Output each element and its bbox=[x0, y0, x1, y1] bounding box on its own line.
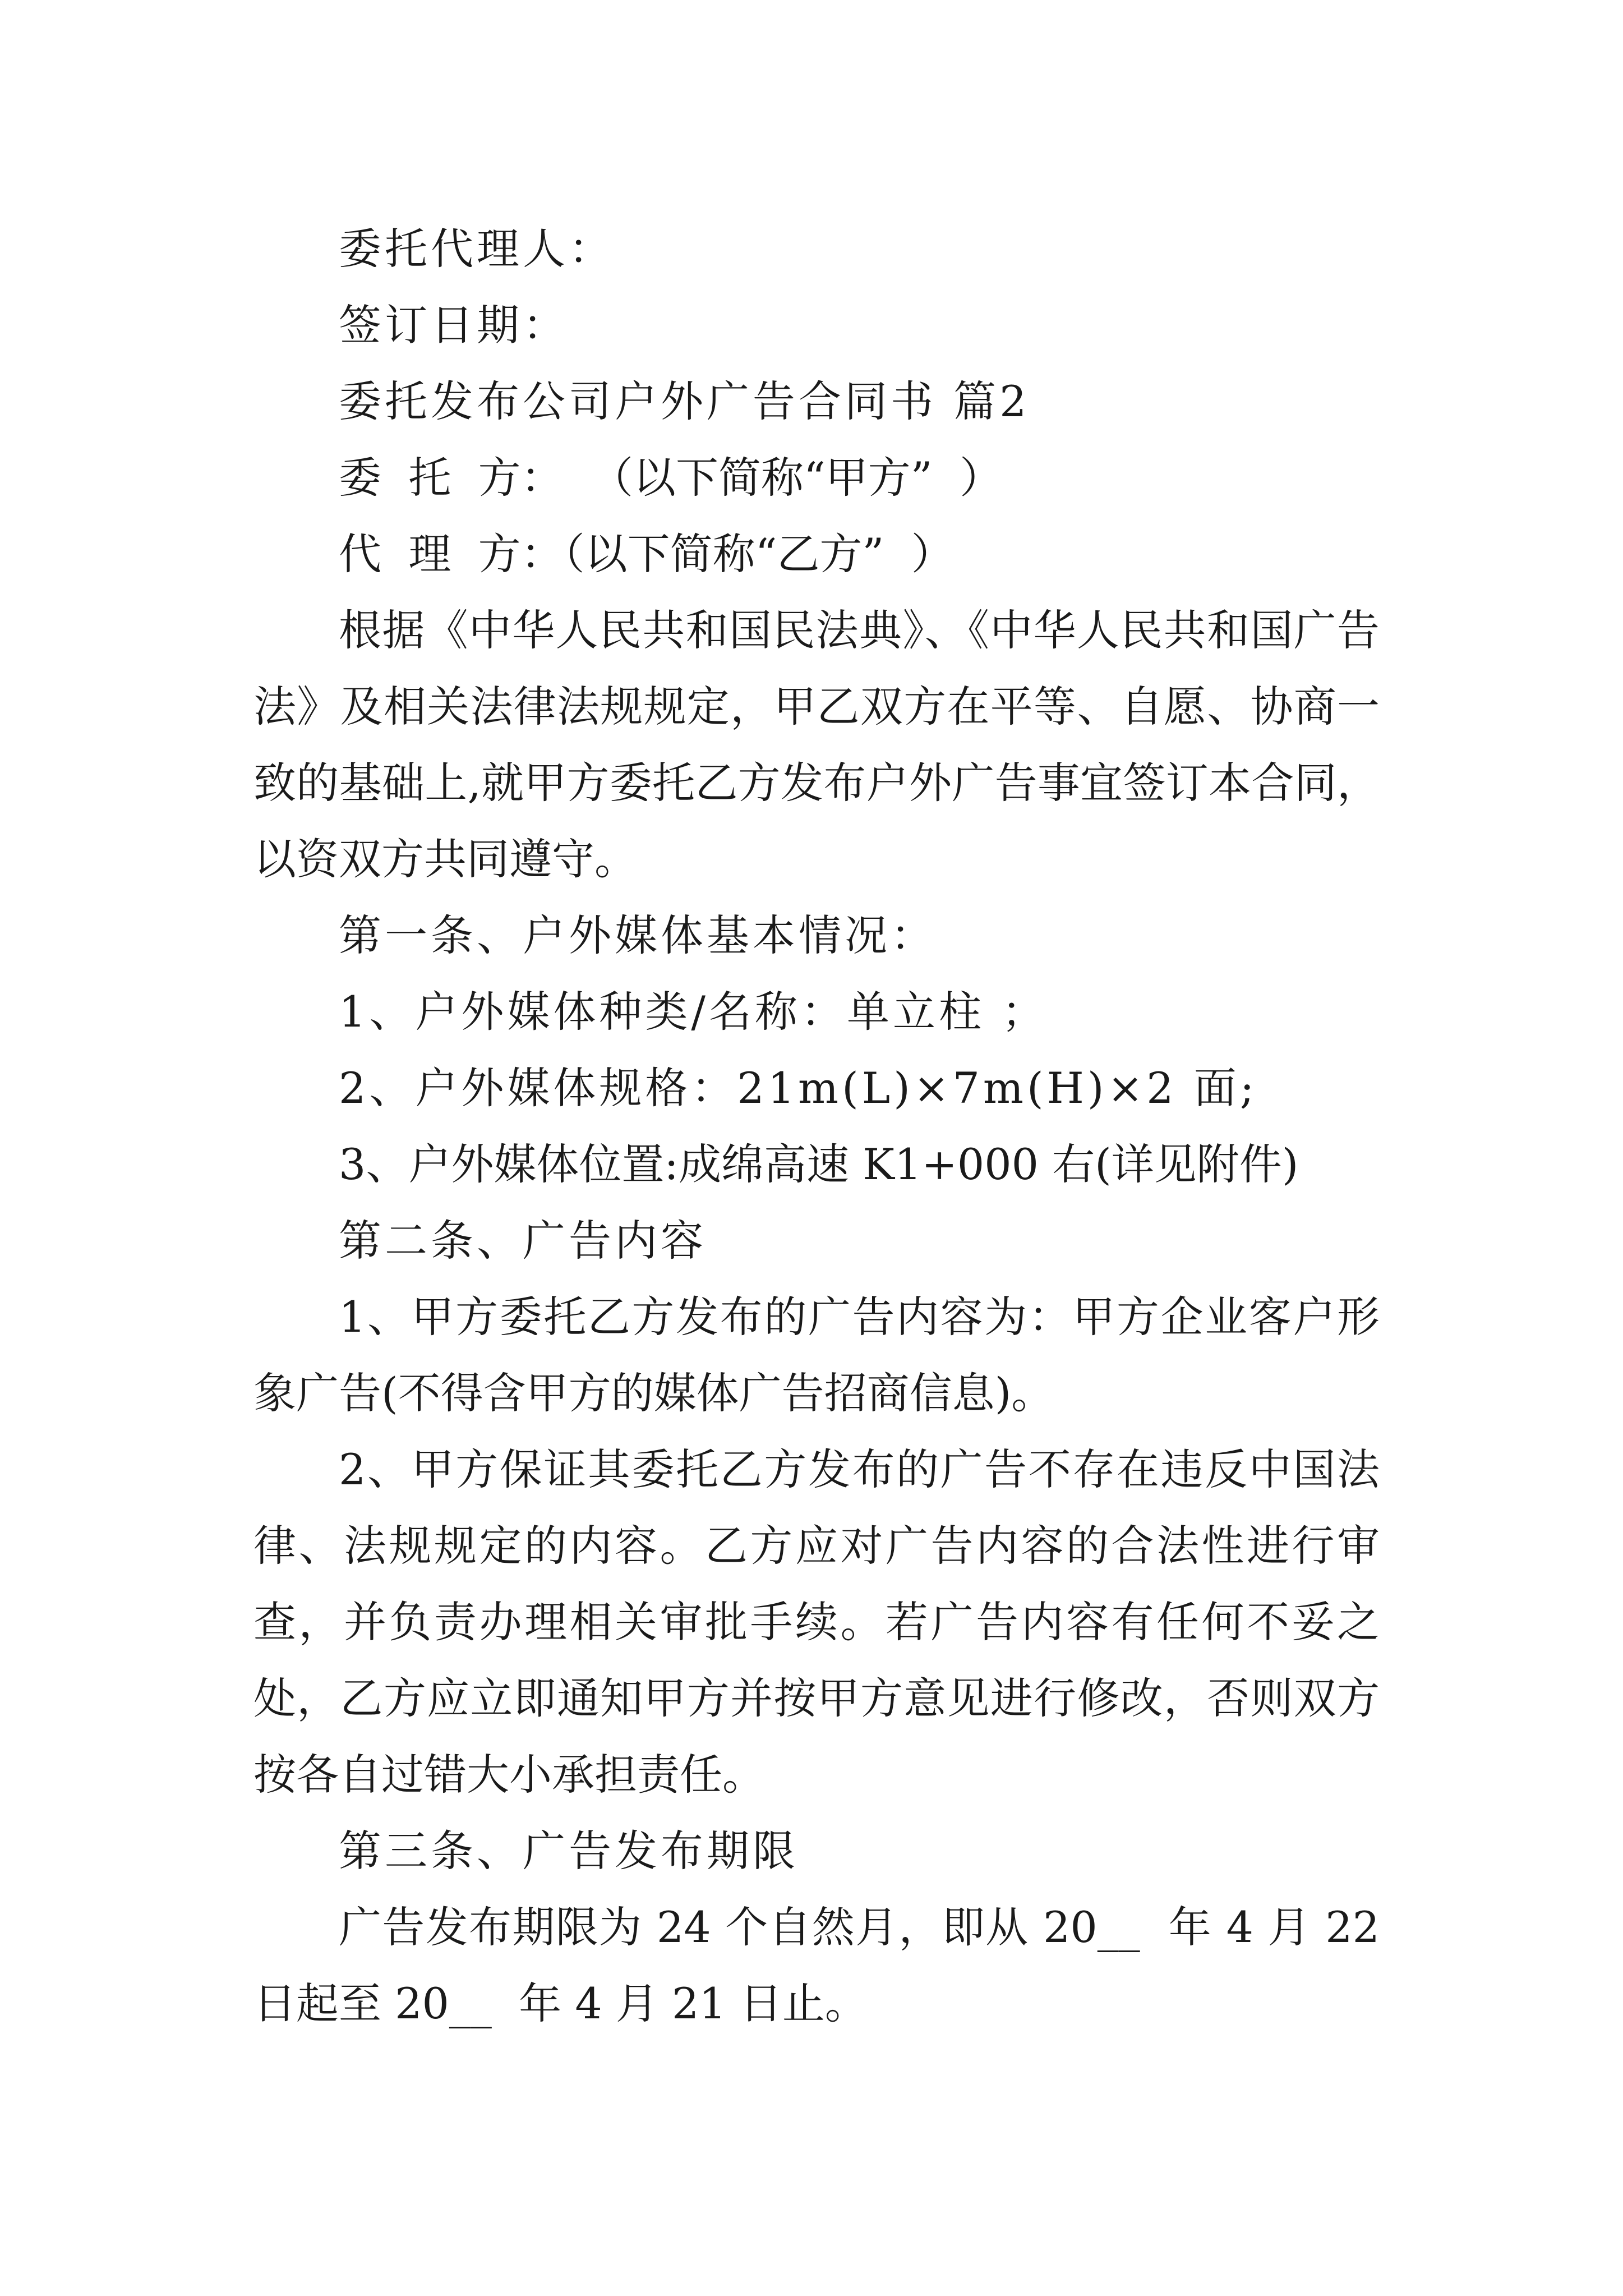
signing-date-line: 签订日期： bbox=[339, 300, 569, 350]
article-1-heading: 第一条、户外媒体基本情况： bbox=[339, 910, 937, 960]
article-1-item-1: 1、户外媒体种类/名称：单立柱 ； bbox=[339, 987, 1048, 1037]
article-2-paragraph-1: 1、甲方委托乙方发布的广告内容为：甲方企业客户形象广告(不得含甲方的媒体广告招商信息)。 bbox=[253, 1292, 1380, 1418]
article-3-paragraph: 广告发布期限为 24 个自然月，即从 20__ 年 4 月 22 日起至 20__ 年 4 月 21 日止。 bbox=[253, 1902, 1394, 2028]
document-body bbox=[253, 211, 1394, 2042]
article-1-item-2: 2、户外媒体规格：21m(L)×7m(H)×2 面; bbox=[339, 1063, 1258, 1113]
contract-title: 委托发布公司户外广告合同书 篇2 bbox=[339, 376, 1030, 426]
agent-line: 委托代理人： bbox=[339, 224, 615, 274]
preamble-paragraph: 根据《中华人民共和国民法典》、《中华人民共和国广告法》及相关法律法规规定，甲乙双方在平等、自愿、协商一致的基础上,就甲方委托乙方发布户外广告事宜签订本合同，以资双方共同遵守。 bbox=[253, 605, 1380, 884]
article-2-heading: 第二条、广告内容 bbox=[339, 1216, 707, 1266]
agent-party-line: 代 理 方：（以下简称“乙方” ） bbox=[339, 529, 954, 579]
principal-party-line: 委 托 方： （以下简称“甲方” ） bbox=[339, 453, 1002, 503]
article-2-paragraph-2: 2、甲方保证其委托乙方发布的广告不存在违反中国法律、法规规定的内容。乙方应对广告内容的合法性进行审查，并负责办理相关审批手续。若广告内容有任何不妥之处，乙方应立即通知甲方并按甲方意见进行修改，否则双方按各自过错大小承担责任。 bbox=[253, 1444, 1380, 1800]
article-3-heading: 第三条、广告发布期限 bbox=[339, 1826, 799, 1876]
article-1-item-3: 3、户外媒体位置:成绵高速 K1+000 右(详见附件) bbox=[339, 1139, 1299, 1189]
